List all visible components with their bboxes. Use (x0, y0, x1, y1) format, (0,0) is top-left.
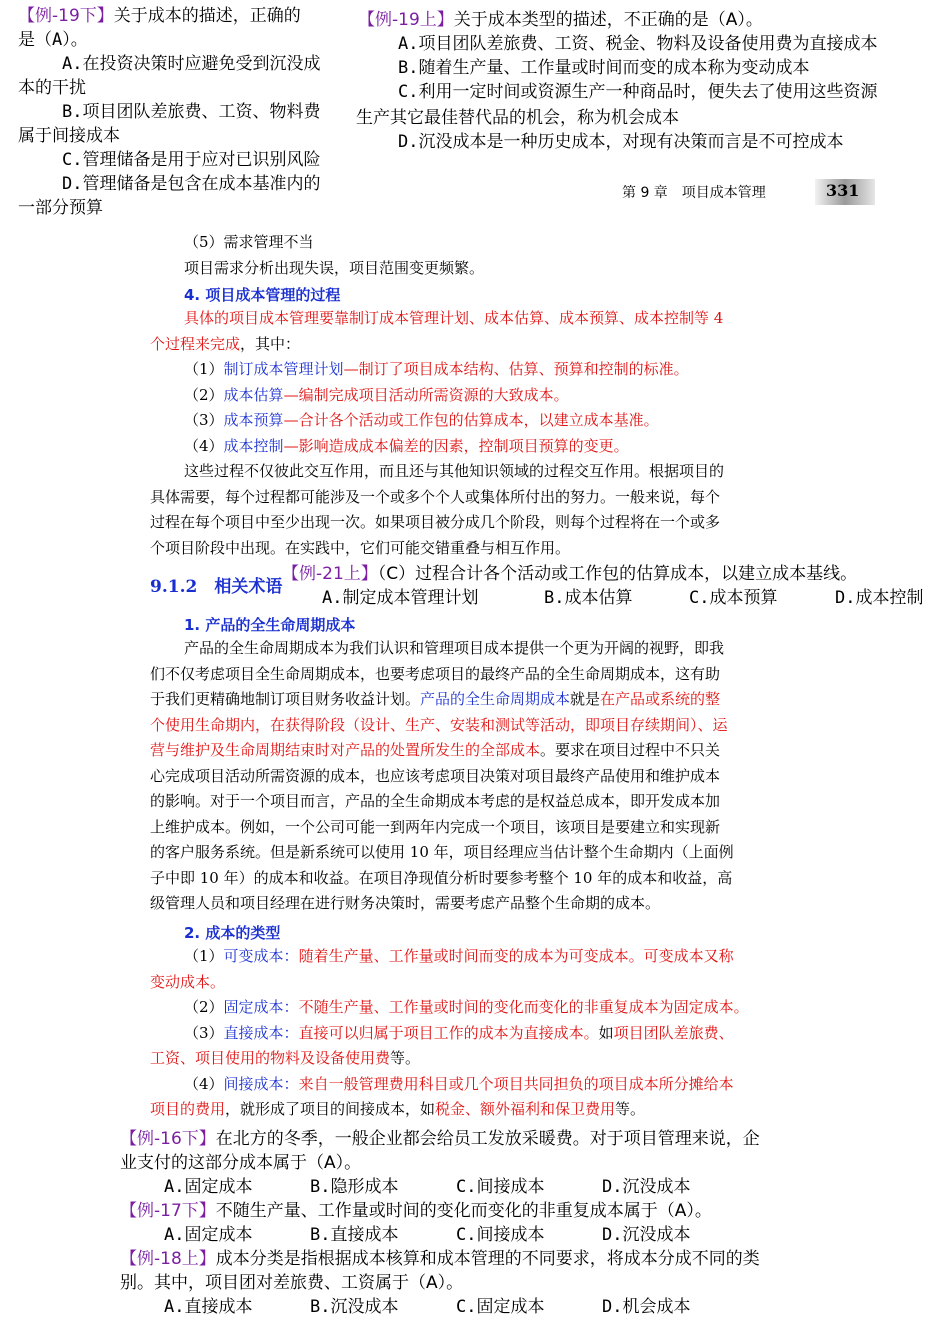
option-c: C.间接成本 (456, 1177, 545, 1197)
option-a: A.项目团队差旅费、工资、税金、物料及设备使用费为直接成本 (398, 34, 878, 54)
section-heading: 9.1.2 相关术语 (150, 577, 283, 597)
option-d: D.沉没成本是一种历史成本，对现有决策而言是不可控成本 (398, 132, 844, 152)
paragraph: 这些过程不仅彼此交互作用，而且还与其他知识领域的过程交互作用。根据项目的 (184, 462, 725, 480)
option-c: C.间接成本 (456, 1225, 545, 1245)
process-item: （3）成本预算—合计各个活动或工作包的估算成本，以建立成本基准。 (184, 411, 659, 429)
paragraph: 子中即 10 年）的成本和收益。在项目净现值分析时要参考整个 10 年的成本和收益，高 (150, 868, 733, 887)
option-b: B.隐形成本 (310, 1177, 399, 1197)
page-number: 331 (826, 181, 860, 200)
paragraph: 级管理人员和项目经理在进行财务决策时，需要考虑产品整个生命期的成本。 (150, 894, 661, 912)
question-tag: 【例-21上】 (282, 564, 378, 584)
question-19x (18, 4, 363, 220)
option-d: D.管理储备是包含在成本基准内的 (62, 174, 321, 194)
option-c-cont: 生产其它最佳替代品的机会，称为机会成本 (356, 108, 679, 128)
question-stem: 在北方的冬季，一般企业都会给员工发放采暖费。对于项目管理来说，企 (215, 1129, 760, 1149)
option-a: A.固定成本 (164, 1177, 253, 1197)
option-a: A.在投资决策时应避免受到沉没成 (62, 54, 321, 74)
question-tag: 【例-16下】 (120, 1129, 216, 1149)
option-a: A.直接成本 (164, 1297, 253, 1317)
section-5 (184, 230, 794, 281)
term: 产品的全生命周期成本 (420, 690, 571, 708)
option-d: D.机会成本 (602, 1297, 691, 1317)
highlight-text: 具体的项目成本管理要靠制订成本管理计划、成本估算、成本预算、成本控制等 4 (184, 309, 724, 327)
option-b: B.项目团队差旅费、工资、物料费 (62, 102, 321, 122)
question-19s (358, 8, 948, 104)
paragraph: 们不仅考虑项目全生命周期成本，也要考虑项目的最终产品的全生命周期成本，这有助 (150, 664, 721, 683)
term: 固定成本： (223, 998, 299, 1016)
term: 可变成本： (223, 947, 299, 965)
option-c: C.固定成本 (456, 1297, 545, 1317)
subsection-title: （5）需求管理不当 (184, 233, 314, 251)
process-item: （1）制订成本管理计划—制订了项目成本结构、估算、预算和控制的标准。 (184, 360, 689, 378)
section-heading: 4. 项目成本管理的过程 (184, 286, 341, 304)
option-d-cont: 一部分预算 (18, 198, 103, 218)
question-stem: 不随生产量、工作量或时间的变化而变化的非重复成本属于（A）。 (215, 1201, 712, 1221)
paragraph: 心完成项目活动所需资源的成本，也应该考虑项目决策对项目最终产品使用和维护成本 (150, 766, 721, 785)
question-21s-options (322, 586, 947, 610)
question-stem: 业支付的这部分成本属于（A）。 (120, 1153, 362, 1173)
option-a-cont: 本的干扰 (18, 78, 86, 98)
question-stem: 是（A）。 (18, 30, 88, 50)
question-stem: 关于成本的描述，正确的 (113, 6, 301, 26)
option-d: D.成本控制 (835, 588, 924, 608)
option-c: C.管理储备是用于应对已识别风险 (62, 150, 321, 170)
option-d: D.沉没成本 (602, 1177, 691, 1197)
question-stem: 关于成本类型的描述，不正确的是（A）。 (453, 10, 763, 30)
highlight-text: 个使用生命期内，在获得阶段（设计、生产、安装和测试等活动，即项目存续期间）、运 (150, 715, 728, 734)
question-tag: 【例-17下】 (120, 1201, 216, 1221)
paragraph: ，其中： (240, 334, 301, 353)
option-b: B.直接成本 (310, 1225, 399, 1245)
process-item: （4）成本控制—影响造成成本偏差的因素，控制项目预算的变更。 (184, 436, 629, 455)
question-16x (120, 1127, 860, 1319)
section-heading: 2. 成本的类型 (184, 924, 281, 942)
lifecycle-body: 产品的全生命周期成本为我们认识和管理项目成本提供一个更为开阔的视野，即我 们不仅考虑项目全生命周期成本，也要考虑项目的最终产品的全生命周期成本，这有助 于我们更精确地制订项目财务收益计划。产品的全生命周期成本就是在产品或系统的整 个使用生命期内，在获得阶段（设计、生产、安装和测试等活动，即项目存续期间）、运 营与维护及生命周期结束时对产品的处置所发生的全部成本。要求在项目过程中不只关 心完成项目活动所需资源的成本，也应该考虑项目决策对项目最终产品使用和维护成本 的影响。对于一个项目而言，产品的全生命期成本考虑的是权益总成本，即开发成本加 上维护成本。例如，一个公司可能一到两年内完成一个项目，该项目是要建立和实现新 的客户服务系统。但是新系统可以使用 10 年，项目经理应当估计整个生命期内（上面例 子中即 10 年）的成本和收益。在项目净现值分析时要参考整个 10 年的成本和收益，高 级管理人员和项目经理在进行财务决策时，需要考虑产品整个生命期的成本。 (150, 636, 795, 917)
process-item: （2）成本估算—编制完成项目活动所需资源的大致成本。 (184, 385, 569, 404)
option-c: C.成本预算 (689, 588, 778, 608)
option-a: A.固定成本 (164, 1225, 253, 1245)
paragraph: 的影响。对于一个项目而言，产品的全生命期成本考虑的是权益总成本，即开发成本加 (150, 792, 721, 810)
option-a: A.制定成本管理计划 (322, 588, 479, 608)
question-stem: 成本分类是指根据成本核算和成本管理的不同要求，将成本分成不同的类 (215, 1249, 760, 1269)
option-c: C.利用一定时间或资源生产一种商品时，便失去了使用这些资源 (398, 82, 878, 102)
option-b: B.成本估算 (544, 588, 633, 608)
option-b: B.随着生产量、工作量或时间而变的成本称为变动成本 (398, 58, 810, 78)
paragraph: 产品的全生命周期成本为我们认识和管理项目成本提供一个更为开阔的视野，即我 (184, 639, 725, 657)
option-d: D.沉没成本 (602, 1225, 691, 1245)
term: 直接成本： (223, 1023, 299, 1042)
section-heading: 1. 产品的全生命周期成本 (184, 616, 356, 634)
question-tag: 【例-19上】 (358, 10, 454, 30)
chapter-header: 第 9 章 项目成本管理 (622, 185, 766, 201)
question-tag: 【例-19下】 (18, 6, 114, 26)
paragraph: 的客户服务系统。但是新系统可以使用 10 年，项目经理应当估计整个生命期内（上面例 (150, 843, 734, 861)
paragraph: 项目需求分析出现失误，项目范围变更频繁。 (184, 258, 485, 277)
paragraph: 个项目阶段中出现。在实践中，它们可能交错重叠与相互作用。 (150, 538, 571, 557)
option-b-cont: 属于间接成本 (18, 126, 120, 146)
question-stem: 别。其中，项目团对差旅费、工资属于（A）。 (120, 1273, 464, 1293)
question-21s (282, 562, 947, 586)
option-b: B.沉没成本 (310, 1297, 399, 1317)
highlight-text: 个过程来完成 (150, 334, 241, 353)
paragraph: 过程在每个项目中至少出现一次。如果项目被分成几个阶段，则每个过程将在一个或多 (150, 513, 721, 531)
cost-types-body: （1）可变成本：随着生产量、工作量或时间而变的成本为可变成本。可变成本又称 变动成本。 （2）固定成本：不随生产量、工作量或时间的变化而变化的非重复成本为固定成本。 （3）直接成本：直接可以归属于项目工作的成本为直接成本。如项目团队差旅费、 工资、项目使用的物料及设备使用费等。 （4）间接成本：来自一般管理费用科目或几个项目共同担负的项目成本所分摊给本 项目的费用，就形成了项目的间接成本，如税金、额外福利和保卫费用等。 (150, 947, 749, 1118)
question-tag: 【例-18上】 (120, 1249, 216, 1269)
paragraph: 上维护成本。例如，一个公司可能一到两年内完成一个项目，该项目是要建立和实现新 (150, 817, 721, 836)
section-4-body (150, 306, 795, 561)
term: 间接成本： (223, 1074, 299, 1093)
paragraph: 具体需要，每个过程都可能涉及一个或多个个人或集体所付出的努力。一般来说，每个 (150, 487, 721, 506)
question-stem: （C）过程合计各个活动或工作包的估算成本，以建立成本基线。 (377, 564, 858, 584)
